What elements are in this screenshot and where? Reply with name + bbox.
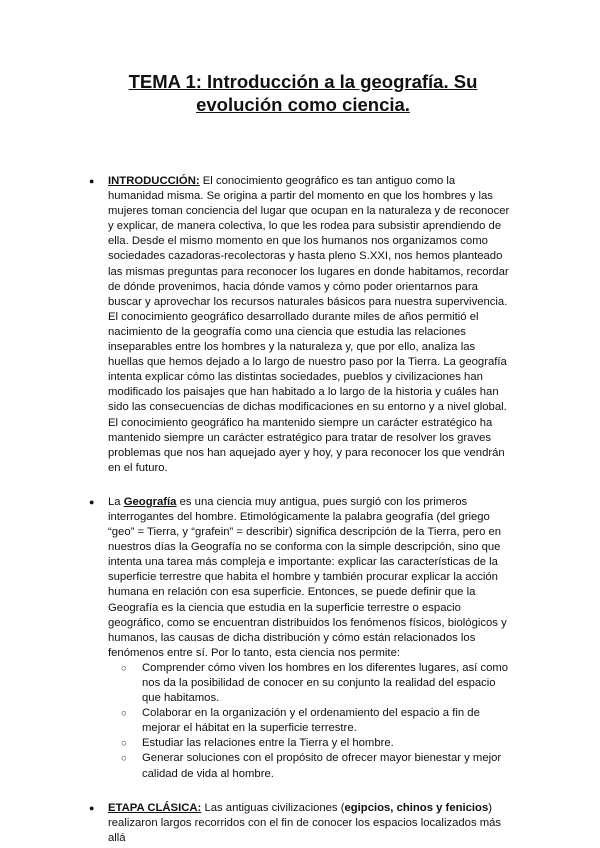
bullet-icon: ● [89, 802, 95, 813]
geografia-paragraph [108, 495, 512, 661]
list-item [121, 751, 512, 781]
list-item-text: Generar soluciones con el propósito de ofrecer mayor bienestar y mejor calidad de vida al hombre. [142, 752, 502, 780]
list-item-text: Comprender cómo viven los hombres en los diferentes lugares, así como nos da la posibilidad de conocer en su conjunto la realidad del espacio que habitamos. [142, 661, 509, 705]
intro-text-1: El conocimiento geográfico es tan antiguo como la humanidad misma. Se origina a partir del momento en que los hombres y las mujeres toman conciencia del lugar que ocupan en la naturaleza y de reconocer y explicar, de manera colectiva, lo que les rodea para subsistir aprendiendo de ella. Desde el mismo momento en que los humanos nos organizamos como sociedades cazadoras-recolectoras y hasta pleno S.XXI, nos hemos planteado las mismas preguntas para reconocer los lugares en donde habitamos, recordar de dónde provenimos, hacia dónde vamos y cómo poder orientarnos para buscar y aprovechar los recursos naturales básicos para nuestra supervivencia. [108, 175, 510, 308]
intro-paragraph-2: El conocimiento geográfico desarrollado durante miles de años permitió el nacimiento de la geografía como una ciencia que estudia las relaciones inseparables entre los hombres y la naturaleza y, que por ello, analiza las huellas que hemos dejado a lo largo de nuestro paso por la Tierra. La geografía intenta explicar cómo las distintas sociedades, pueblos y civilizaciones han modificado los paisajes que han habitado a lo largo de la historia y cuáles han sido las consecuencias de dichas modificaciones en su entorno y a nivel global. El conocimiento geográfico ha mantenido siempre un carácter estratégico ha mantenido siempre un carácter estratégico para tratar de resolver los graves problemas que nos han aquejado ayer y hoy, y para reconocer los que vendrán en el futuro. [108, 310, 507, 474]
bullet-icon: ● [89, 176, 95, 186]
section-introduccion [89, 174, 512, 476]
intro-paragraph-1 [108, 174, 512, 310]
title-line-2: evolución como ciencia. [196, 94, 410, 115]
section-etapa-clasica [89, 801, 512, 846]
circle-bullet-icon: ○ [121, 662, 127, 674]
intro-heading: INTRODUCCIÓN: [108, 175, 200, 187]
etapa-paragraph [108, 801, 512, 846]
circle-bullet-icon: ○ [121, 708, 127, 720]
title-line-1: TEMA 1: Introducción a la geografía. Su [128, 71, 478, 92]
geografia-term: Geografía [123, 495, 177, 508]
etapa-text-2: ) realizaron largos recorridos con el fin de conocer los espacios localizados más allá [108, 801, 502, 844]
etapa-text-1: Las antiguas civilizaciones ( [201, 801, 345, 814]
etapa-bold: egipcios, chinos y fenicios [344, 801, 489, 814]
circle-bullet-icon: ○ [121, 753, 127, 765]
list-item [121, 706, 512, 736]
list-item-text: Estudiar las relaciones entre la Tierra y el hombre. [142, 737, 394, 750]
bullet-icon: ● [89, 496, 95, 507]
list-item [121, 736, 512, 751]
geografia-sublist [108, 661, 512, 782]
page-title [88, 70, 518, 116]
geografia-prefix: La [108, 495, 124, 508]
list-item-text: Colaborar en la organización y el ordenamiento del espacio a fin de mejorar el hábitat en la superficie terrestre. [142, 707, 480, 735]
etapa-heading: ETAPA CLÁSICA: [108, 801, 202, 814]
list-item [121, 661, 512, 706]
section-geografia [89, 495, 512, 782]
circle-bullet-icon: ○ [121, 738, 127, 750]
geografia-body: es una ciencia muy antigua, pues surgió con los primeros interrogantes del hombre. Etimológicamente la palabra geografía (del griego “geo” = Tierra, y “grafein” = describir) significa descripción de la Tierra, pero en nuestros días la Geografía no se conforma con la simple descripción, sino que intenta una tarea más compleja e importante: explicar las características de la superficie terrestre que habita el hombre y también procurar explicar la acción humana en relación con esa superficie. Entonces, se puede definir que la Geografía es la ciencia que estudia en la superficie terrestre o espacio geográfico, como se encuentran distribuidos los fenómenos físicos, biológicos y humanos, las causas de dicha distribución y cómo están relacionados los fenómenos entre sí. Por lo tanto, esta ciencia nos permite: [108, 495, 507, 659]
